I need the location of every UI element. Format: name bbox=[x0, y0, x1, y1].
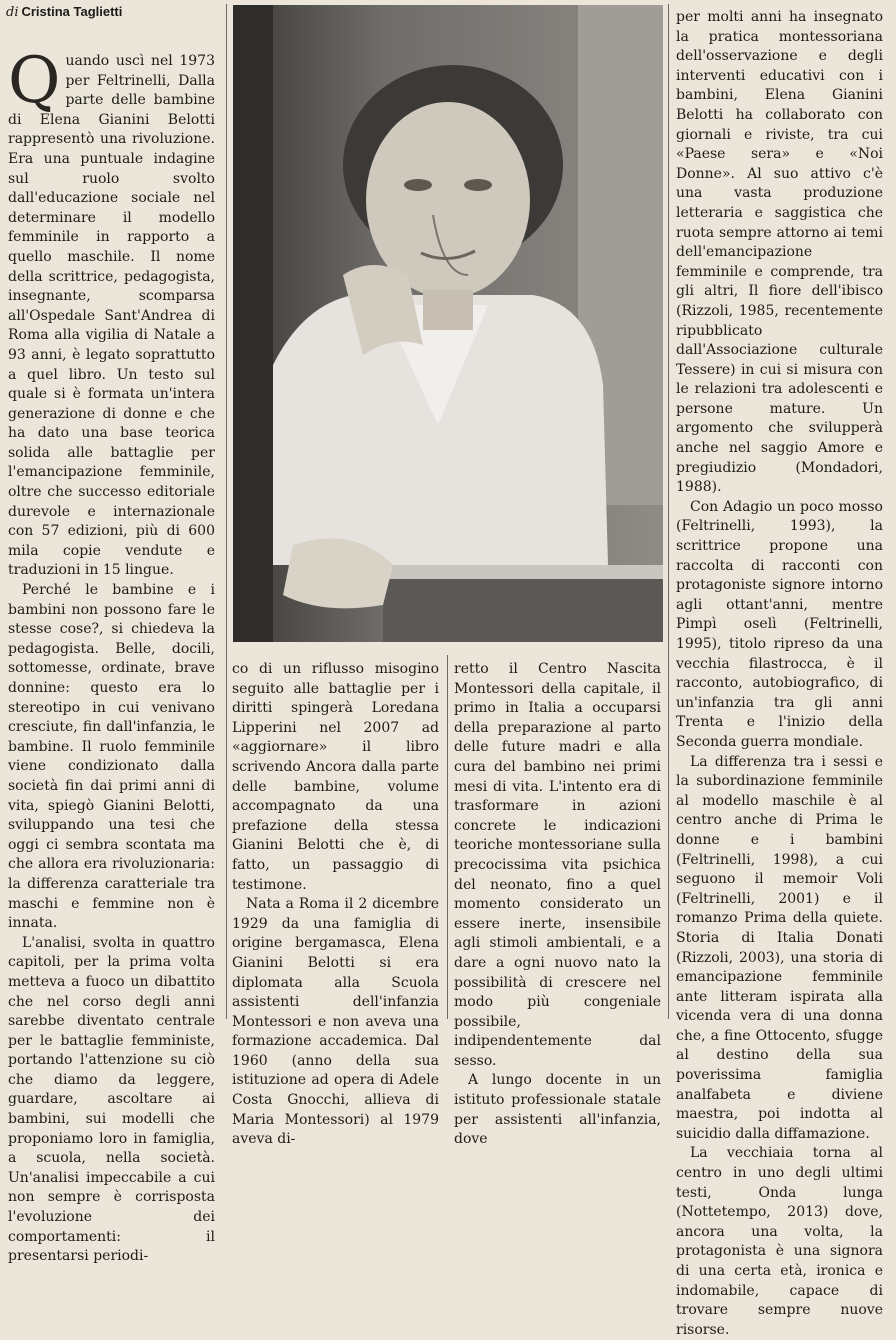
paragraph: La vecchiaia torna al centro in uno degli ultimi testi, Onda lunga (Nottetempo, 2013) dove, ancora una volta, la protagonista è una signora di una certa età, ironica e indomabile, capace di trovare sempre nuove risorse. bbox=[676, 1145, 883, 1338]
portrait-photo bbox=[233, 5, 663, 642]
column-1 bbox=[8, 44, 215, 1265]
column-rule bbox=[447, 655, 448, 1019]
byline bbox=[6, 4, 122, 20]
column-2 bbox=[232, 660, 439, 1148]
paragraph: La differenza tra i sessi e la subordinazione femminile al modello maschile è al centro anche di Prima le donne e i bambini (Feltrinelli, 1998), a cui seguono il memoir Voli (Feltrinelli, 2001) e il romanzo Prima della quiete. Storia di Italia Donati (Rizzoli, 2003), una storia di emancipazione femminile ante litteram ispirata alla vicenda vera di una donna che, a fine Ottocento, sfugge al destino della sua poverissima famiglia analfabeta e diviene maestra, poi indotta al suicidio dalla diffamazione. bbox=[676, 753, 883, 1142]
column-3 bbox=[454, 660, 661, 1148]
paragraph: per molti anni ha insegnato la pratica montessoriana dell'osservazione e degli interventi educativi con i bambini, Elena Gianini Belotti ha collaborato con giornali e riviste, tra cui «Paese sera» e «Noi Donne». Al suo attivo c'è una vasta produzione letteraria e saggistica che ruota sempre attorno ai temi dell'emancipazione femminile e comprende, tra gli altri, Il fiore dell'ibisco (Rizzoli, 1985, recentemente ripubblicato dall'Associazione culturale Tessere) in cui si misura con le relazioni tra adolescenti e persone mature. Un argomento che svilupperà anche nel saggio Amore e pregiudizio (Mondadori, 1988). bbox=[676, 9, 883, 496]
paragraph: L'analisi, svolta in quattro capitoli, per la prima volta metteva a fuoco un dibattito che nel corso degli anni sarebbe diventato centrale per le battaglie femministe, portando l'attenzione su ciò che diamo da leggere, guardare, ascoltare ai bambini, sui modelli che proponiamo loro in famiglia, a scuola, nella società. Un'analisi impeccabile a cui non sempre è corrisposta l'evoluzione dei comportamenti: il presentarsi periodi- bbox=[8, 934, 215, 1265]
portrait-image bbox=[233, 5, 663, 642]
byline-prefix: di bbox=[6, 5, 19, 20]
column-rule bbox=[668, 4, 669, 1019]
paragraph: retto il Centro Nascita Montessori della capitale, il primo in Italia a occuparsi della preparazione al parto delle future madri e alla cura del bambino nei primi mesi di vita. L'intento era di trasformare in azioni concrete le indicazioni teoriche montessoriane sulla precocissima vita psichica del neonato, fino a quel momento considerato un essere inerte, insensibile agli stimoli ambientali, e a dare a ogni nuovo nato la possibilità di crescere nel modo più congeniale possibile, indipendentemente dal sesso. bbox=[454, 661, 661, 1069]
column-4 bbox=[676, 8, 883, 1338]
drop-cap: Q bbox=[8, 44, 61, 118]
author-name: Cristina Taglietti bbox=[21, 4, 123, 19]
paragraph: uando uscì nel 1973 per Feltrinelli, Dalla parte delle bambine di Elena Gianini Belotti rappresentò una rivoluzione. Era una puntuale indagine sul ruolo svolto dall'educazione sociale nel determinare il modello femminile in rapporto a quello maschile. Il nome della scrittrice, pedagogista, insegnante, scomparsa all'Ospedale Sant'Andrea di Roma alla vigilia di Natale a 93 anni, è legato soprattutto a quel libro. Un testo sul quale si è formata un'intera generazione di donne e che ha dato una base teorica solida alle battaglie per l'emancipazione femminile, oltre che successo editoriale durevole e internazionale con 57 edizioni, più di 600 mila copie vendute e traduzioni in 15 lingue. bbox=[8, 53, 215, 579]
column-rule bbox=[226, 4, 227, 1019]
paragraph: A lungo docente in un istituto professionale statale per assistenti all'infanzia, dove bbox=[454, 1072, 661, 1148]
paragraph: Con Adagio un poco mosso (Feltrinelli, 1993), la scrittrice propone una raccolta di racconti con protagoniste signore intorno agli ottant'anni, mentre Pimpì oselì (Feltrinelli, 1995), titolo ripreso da una vecchia filastrocca, è il racconto, autobiografico, di un'infanzia tra gli anni Trenta e l'inizio della Seconda guerra mondiale. bbox=[676, 498, 883, 750]
paragraph: Perché le bambine e i bambini non possono fare le stesse cose?, si chiedeva la pedagogista. Belle, docili, sottomesse, ordinate, brave donnine: questo era lo stereotipo in cui venivano cresciute, fin dall'infanzia, le bambine. Il ruolo femminile viene condizionato dalla società fin dai primi anni di vita, spiegò Gianini Belotti, sviluppando una tesi che oggi ci sembra scontata ma che allora era rivoluzionaria: la differenza caratteriale tra maschi e femmine non è innata. bbox=[8, 582, 215, 932]
paragraph: co di un riflusso misogino seguito alle battaglie per i diritti spingerà Loredana Lipperini nel 2007 ad «aggiornare» il libro scrivendo Ancora dalla parte delle bambine, volume accompagnato da una prefazione della stessa Gianini Belotti che è, di fatto, un passaggio di testimone. bbox=[232, 661, 439, 893]
paragraph: Nata a Roma il 2 dicembre 1929 da una famiglia di origine bergamasca, Elena Gianini Belotti si era diplomata alla Scuola assistenti dell'infanzia Montessori e non aveva una formazione accademica. Dal 1960 (anno della sua istituzione ad opera di Adele Costa Gnocchi, allieva di Maria Montessori) al 1979 aveva di- bbox=[232, 896, 439, 1148]
